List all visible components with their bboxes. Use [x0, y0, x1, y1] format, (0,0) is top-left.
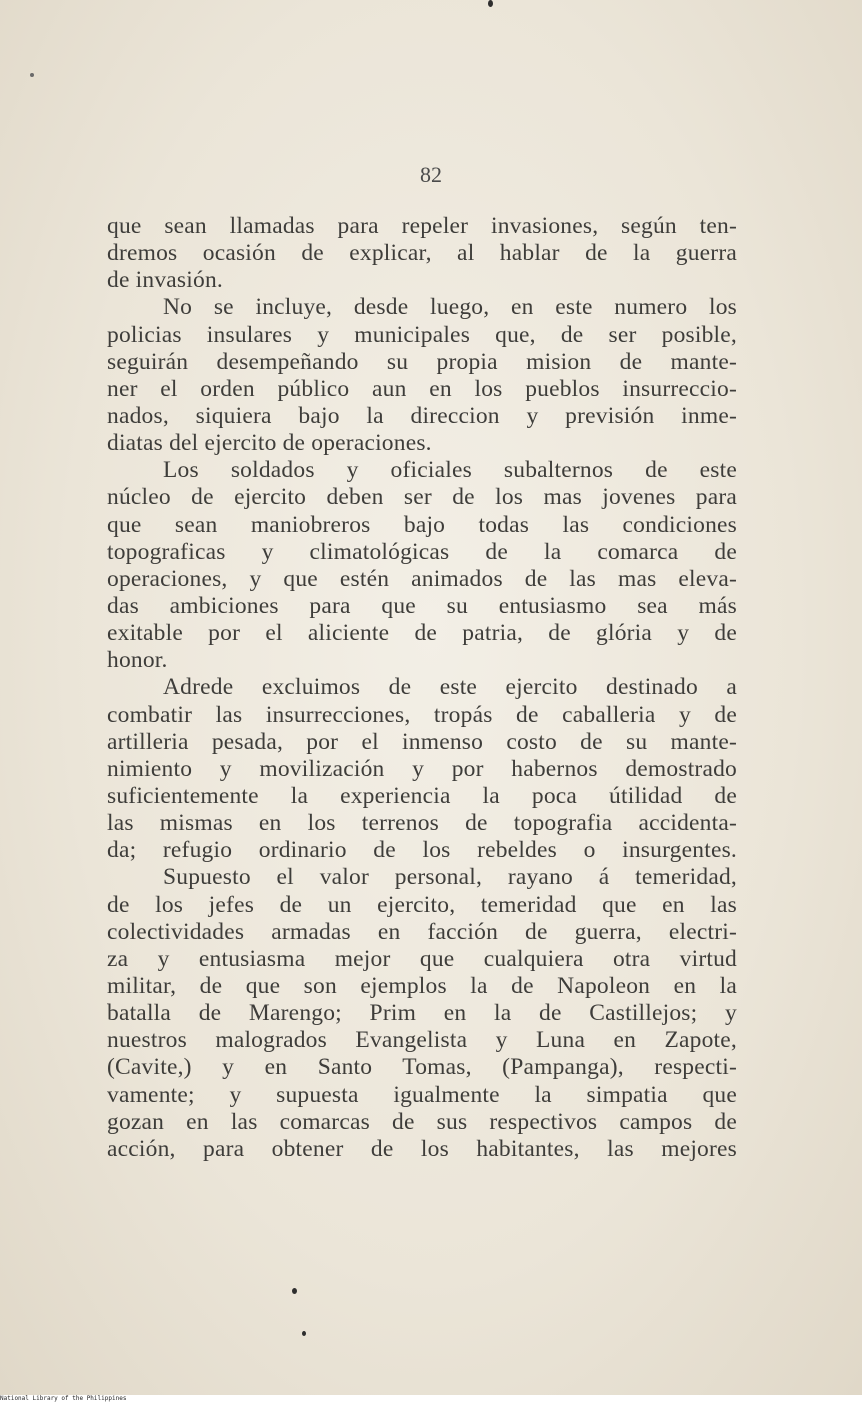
text-line: topograficas y climatológicas de la comarca de: [107, 538, 737, 565]
text-line: exitable por el aliciente de patria, de glória y de: [107, 620, 737, 647]
text-line: dremos ocasión de explicar, al hablar de la guerra: [107, 240, 737, 267]
text-line: combatir las insurrecciones, tropás de caballeria y de: [107, 701, 737, 728]
text-line: za y entusiasma mejor que cualquiera otra virtud: [107, 945, 737, 972]
text-line: Supuesto el valor personal, rayano á temeridad,: [163, 864, 737, 891]
ink-speck: [30, 73, 34, 77]
page-number: 82: [420, 162, 442, 187]
text-line: nimiento y movilización y por habernos demostrado: [107, 755, 737, 782]
body-text: [107, 213, 737, 1163]
ink-speck: [292, 1288, 297, 1294]
text-line: (Cavite,) y en Santo Tomas, (Pampanga), respecti-: [107, 1054, 737, 1081]
text-line: nuestros malogrados Evangelista y Luna en Zapote,: [107, 1027, 737, 1054]
text-line: diatas del ejercito de operaciones.: [107, 430, 432, 457]
footer-bar: [0, 1395, 862, 1403]
text-line: colectividades armadas en facción de guerra, electri-: [107, 918, 737, 945]
text-line: núcleo de ejercito deben ser de los mas jovenes para: [107, 484, 737, 511]
text-line: militar, de que son ejemplos la de Napoleon en la: [107, 972, 737, 999]
text-line: que sean maniobreros bajo todas las condiciones: [107, 511, 737, 538]
text-line: de invasión.: [107, 267, 223, 294]
text-line: No se incluye, desde luego, en este numero los: [163, 294, 737, 321]
text-line: da; refugio ordinario de los rebeldes o insurgentes.: [107, 837, 737, 864]
text-line: suficientemente la experiencia la poca útilidad de: [107, 782, 737, 809]
text-line: ner el orden público aun en los pueblos insurreccio-: [107, 375, 737, 402]
text-line: las mismas en los terrenos de topografia accidenta-: [107, 810, 737, 837]
text-line: operaciones, y que estén animados de las mas eleva-: [107, 565, 737, 592]
text-line: Los soldados y oficiales subalternos de este: [163, 457, 737, 484]
text-line: nados, siquiera bajo la direccion y previsión inme-: [107, 402, 737, 429]
text-line: de los jefes de un ejercito, temeridad que en las: [107, 891, 737, 918]
ink-speck: [488, 0, 493, 7]
text-line: acción, para obtener de los habitantes, las mejores: [107, 1135, 737, 1162]
library-credit: National Library of the Philippines: [0, 1395, 127, 1402]
text-line: que sean llamadas para repeler invasiones, según ten-: [107, 213, 737, 239]
text-line: honor.: [107, 647, 168, 674]
text-line: artilleria pesada, por el inmenso costo de su mante-: [107, 728, 737, 755]
text-line: das ambiciones para que su entusiasmo sea más: [107, 592, 737, 619]
text-line: vamente; y supuesta igualmente la simpatia que: [107, 1081, 737, 1108]
text-line: gozan en las comarcas de sus respectivos campos de: [107, 1108, 737, 1135]
text-line: batalla de Marengo; Prim en la de Castillejos; y: [107, 1000, 737, 1027]
text-line: seguirán desempeñando su propia mision de mante-: [107, 348, 737, 375]
ink-speck: [302, 1331, 306, 1336]
text-line: Adrede excluimos de este ejercito destinado a: [163, 674, 737, 701]
text-line: policias insulares y municipales que, de ser posible,: [107, 321, 737, 348]
